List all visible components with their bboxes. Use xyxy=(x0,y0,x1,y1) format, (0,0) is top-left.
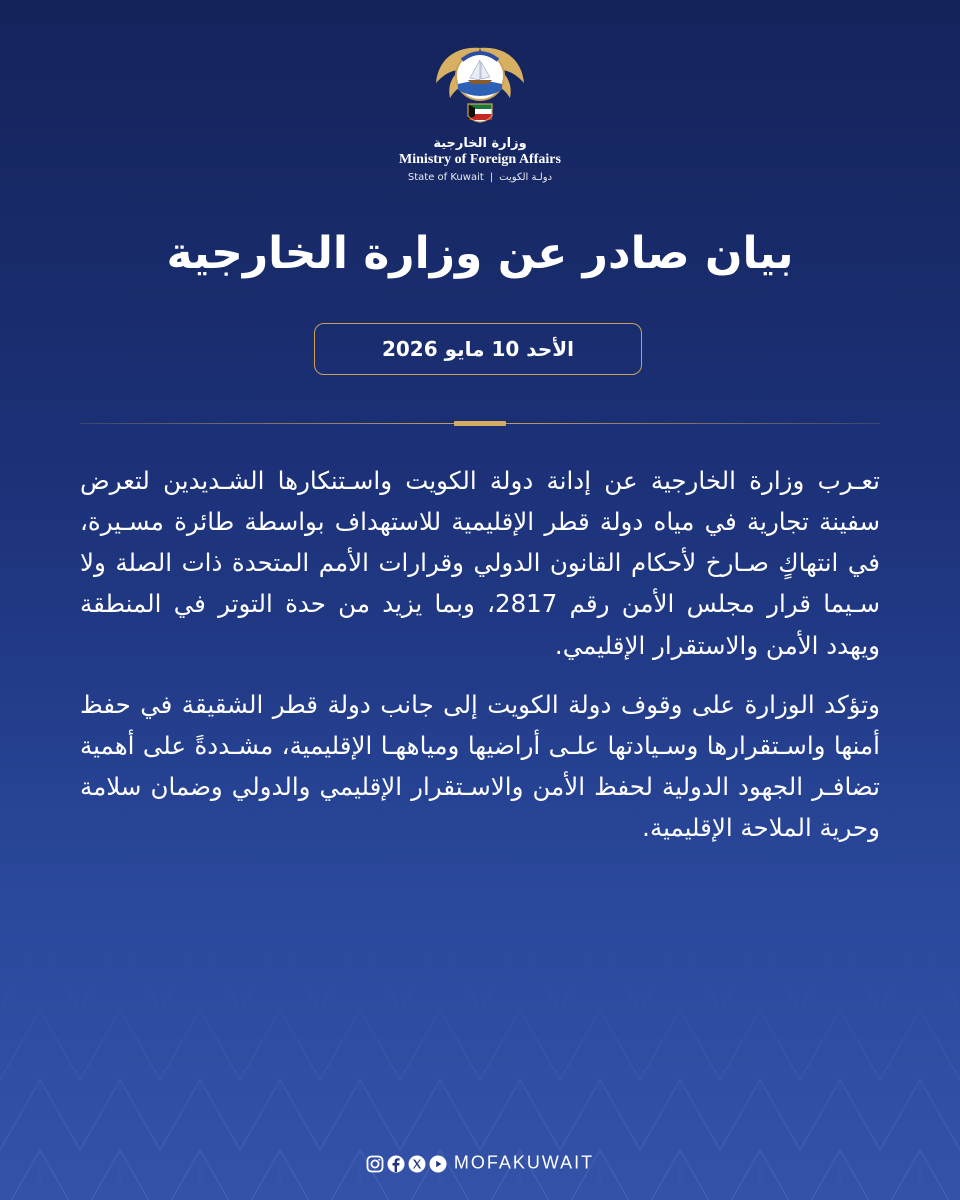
date-badge: الأحد 10 مايو 2026 xyxy=(314,323,642,375)
x-icon[interactable] xyxy=(408,1155,426,1173)
youtube-icon[interactable] xyxy=(429,1155,447,1173)
divider-accent xyxy=(454,421,506,426)
header-logo-area xyxy=(0,28,960,142)
page-title: بيان صادر عن وزارة الخارجية xyxy=(166,228,794,279)
state-line xyxy=(0,172,960,184)
instagram-icon[interactable] xyxy=(366,1155,384,1173)
ministry-name-block xyxy=(0,136,960,184)
statement-body xyxy=(80,460,880,866)
state-separator: | xyxy=(489,172,494,184)
social-icons xyxy=(366,1153,450,1174)
state-name-arabic: دولـة الكويت xyxy=(499,172,553,184)
ministry-name-english: Ministry of Foreign Affairs xyxy=(399,151,561,167)
ministry-name-arabic: وزارة الخارجية xyxy=(433,136,527,151)
statement-paragraph: تعـرب وزارة الخارجية عن إدانة دولة الكويت واسـتنكارها الشـديدين لتعرض سفينة تجارية في مياه دولة قطر الإقليمية للاستهداف بواسطة طائرة مسـيرة، في انتهاكٍ صـارخ لأحكام القانون الدولي وقرارات الأمم المتحدة ذات الصلة ولا سـيما قرار مجلس الأمن رقم 2817، وبما يزيد من حدة التوتر في المنطقة ويهدد الأمن والاستقرار الإقليمي. xyxy=(80,466,880,660)
facebook-icon[interactable] xyxy=(387,1155,405,1173)
social-footer xyxy=(0,1152,960,1174)
state-name-english: State of Kuwait xyxy=(407,172,484,184)
statement-paragraph: وتؤكد الوزارة على وقوف دولة الكويت إلى جانب دولة قطر الشقيقة في حفظ أمنها واسـتقرارها وسـيادتها علـى أراضيها ومياههـا الإقليمية، مشـددةً على أهمية تضافـر الجهود الدولية لحفظ الأمن والاسـتقرار الإقليمي والدولي وضمان سلامة وحرية الملاحة الإقليمية. xyxy=(80,689,880,843)
social-handle[interactable]: MOFAKUWAIT xyxy=(453,1152,595,1173)
kuwait-emblem-icon xyxy=(430,28,530,138)
